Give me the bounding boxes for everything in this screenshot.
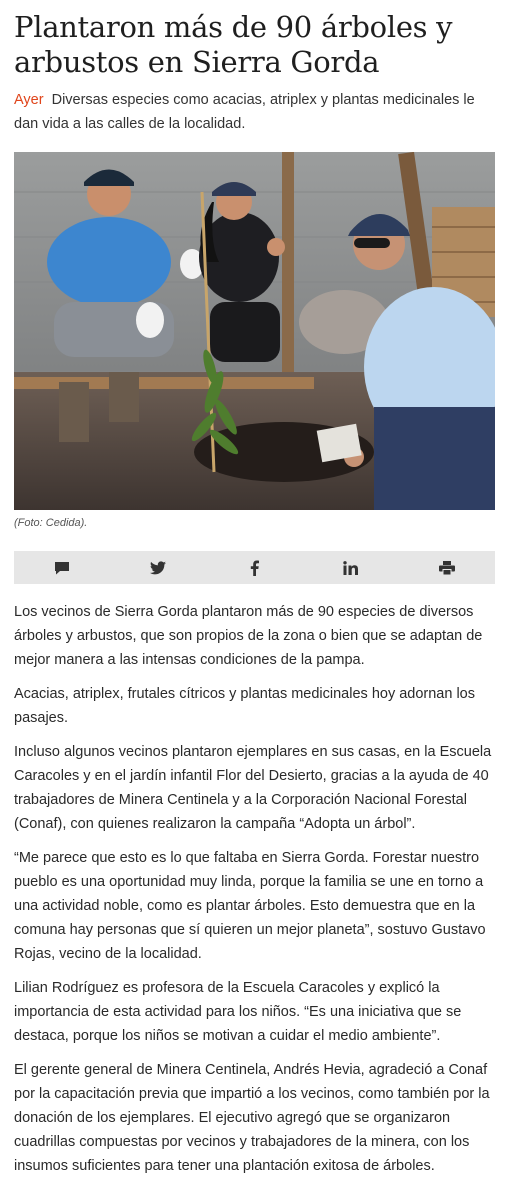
comment-icon xyxy=(54,561,70,575)
lead-block xyxy=(14,88,495,136)
print-icon xyxy=(439,561,455,575)
paragraph: Lilian Rodríguez es profesora de la Escuela Caracoles y explicó la importancia de esta actividad para los niños. “Es una iniciativa que se destaca, porque los niños se motivan a cuidar el medio ambiente”. xyxy=(14,980,462,1044)
paragraph: “Me parece que esto es lo que faltaba en Sierra Gorda. Forestar nuestro pueblo es una oportunidad muy linda, porque la familia se une en torno a una actividad noble, como es plantar árboles. Esto demuestra que en la comuna hay personas que sí quieren un mejor planeta”, sostuvo Gustavo Rojas, vecino de la localidad. xyxy=(14,850,486,962)
timestamp: Ayer xyxy=(14,92,44,108)
paragraph: El gerente general de Minera Centinela, Andrés Hevia, agradeció a Conaf por la capacitación previa que impartió a los vecinos, como también por la donación de los ejemplares. El ejecutivo agregó que se organizaron cuadrillas compuestas por vecinos y trabajadores de la minera, con los insumos suficientes para tener una plantación exitosa de árboles. xyxy=(14,1062,490,1174)
paragraph: Los vecinos de Sierra Gorda plantaron más de 90 especies de diversos árboles y arbustos, que son propios de la zona o bien que se adaptan de mejor manera a las intensas condiciones de la pampa. xyxy=(14,604,483,668)
paragraph: Incluso algunos vecinos plantaron ejemplares en sus casas, en la Escuela Caracoles y en el jardín infantil Flor del Desierto, gracias a la ayuda de 40 trabajadores de Minera Centinela y a la Corporación Nacional Forestal (Conaf), con quienes realizaron la campaña “Adopta un árbol”. xyxy=(14,744,492,832)
linkedin-share-button[interactable] xyxy=(321,551,381,584)
article-photo xyxy=(14,152,495,510)
paragraph: Acacias, atriplex, frutales cítricos y plantas medicinales hoy adornan los pasajes. xyxy=(14,686,475,726)
facebook-icon xyxy=(250,560,259,576)
article xyxy=(14,0,495,1188)
twitter-share-button[interactable] xyxy=(128,551,188,584)
photo-caption: (Foto: Cedida). xyxy=(14,517,88,529)
print-button[interactable] xyxy=(417,551,477,584)
linkedin-icon xyxy=(343,561,359,575)
comment-button[interactable] xyxy=(32,551,92,584)
twitter-icon xyxy=(150,561,166,575)
facebook-share-button[interactable] xyxy=(224,551,284,584)
headline: Plantaron más de 90 árboles y arbustos en Sierra Gorda xyxy=(14,10,453,79)
share-bar xyxy=(14,551,495,584)
lead-text: Diversas especies como acacias, atriplex y plantas medicinales le dan vida a las calles de la localidad. xyxy=(14,92,475,132)
article-body xyxy=(14,600,495,1178)
